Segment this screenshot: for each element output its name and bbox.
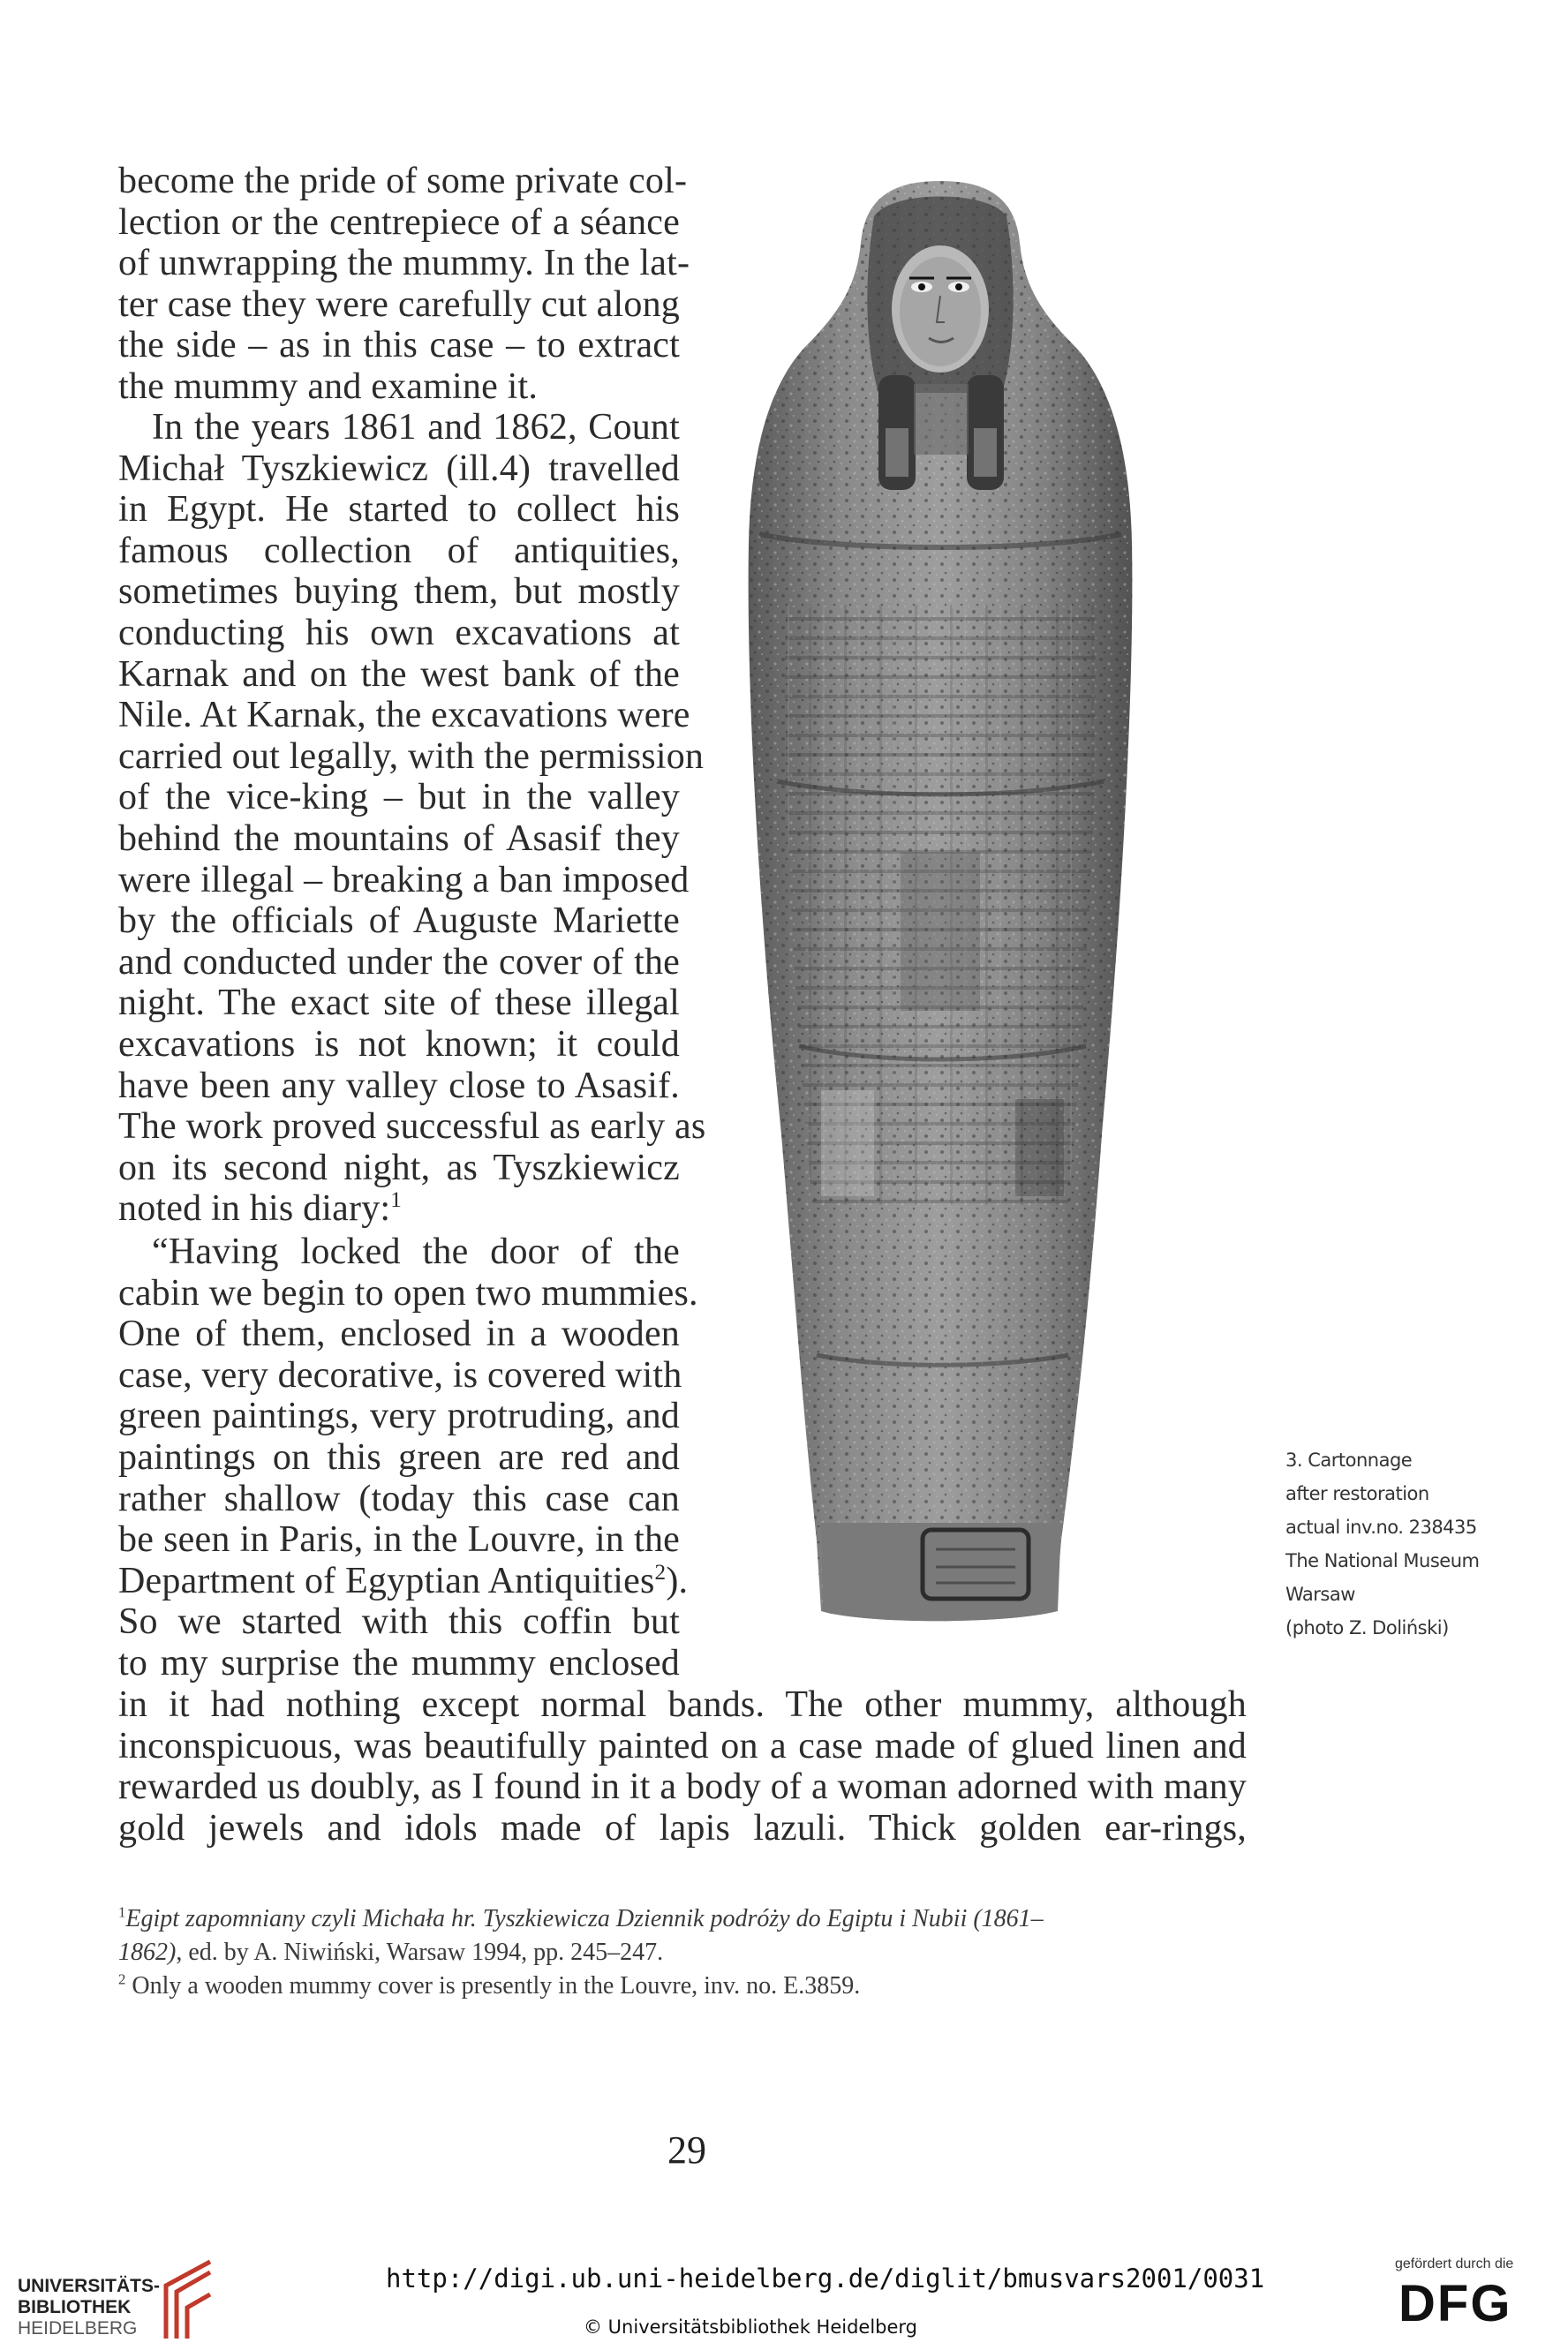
dfg-funded-label: gefördert durch die [1395, 2256, 1514, 2271]
footnote-text: , ed. by A. Niwiński, Warsaw 1994, pp. 245–247. [176, 1939, 664, 1966]
footnote-1-cont [118, 1936, 1266, 1970]
text-line: So we started with this coffin but [118, 1601, 680, 1643]
text-line: and conducted under the cover of the [118, 941, 680, 983]
text-line: The work proved successful as early as [118, 1106, 706, 1148]
text-fragment: Department of Egyptian Antiquities [118, 1560, 655, 1601]
caption-line: 3. Cartonnage [1285, 1450, 1413, 1471]
caption-line: actual inv.no. 238435 [1285, 1517, 1477, 1538]
text-line: Karnak and on the west bank of the [118, 653, 680, 695]
text-line: to my surprise the mummy enclosed [118, 1642, 680, 1683]
text-line: One of them, enclosed in a wooden [118, 1314, 680, 1355]
footnote-title: Egipt zapomniany czyli Michała hr. Tyszkiewicza Dziennik podróży do Egiptu i Nubii (1861– [125, 1905, 1044, 1932]
text-line: night. The exact site of these illegal [118, 983, 680, 1024]
text-line: of unwrapping the mummy. In the lat- [118, 243, 690, 284]
text-line: In the years 1861 and 1862, Count [152, 407, 680, 448]
footnotes [118, 1902, 1266, 2003]
text-line: by the officials of Auguste Mariette [118, 900, 680, 942]
text-fragment: noted in his diary: [118, 1188, 391, 1230]
text-line: sometimes buying them, but mostly [118, 571, 680, 613]
text-line: be seen in Paris, in the Louvre, in the [118, 1519, 680, 1561]
footnote-reference[interactable]: 2 [654, 1560, 667, 1585]
footnote-title: 1862) [118, 1939, 177, 1966]
text-line: carried out legally, with the permission [118, 735, 705, 777]
paragraph-quote [118, 1231, 698, 1684]
text-line [118, 1560, 689, 1602]
ub-heidelberg-logo-text [18, 2276, 160, 2339]
text-line: on its second night, as Tyszkiewicz [118, 1147, 680, 1188]
permalink-url[interactable]: http://digi.ub.uni-heidelberg.de/diglit/bmusvars2001/0031 [386, 2263, 1265, 2294]
text-line: famous collection of antiquities, [118, 530, 680, 571]
footnote-1 [118, 1902, 1266, 1936]
caption-line: Warsaw [1285, 1584, 1355, 1605]
ub-heidelberg-logo-icon[interactable] [157, 2255, 219, 2343]
text-line: the mummy and examine it. [118, 365, 539, 407]
text-line: conducting his own excavations at [118, 612, 680, 653]
footer-bar [0, 2242, 1568, 2350]
text-line: paintings on this green are red and [118, 1436, 680, 1478]
text-line: ter case they were carefully cut along [118, 283, 680, 325]
logo-line: BIBLIOTHEK [18, 2297, 132, 2317]
text-line: in Egypt. He started to collect his [118, 489, 680, 531]
paragraph-middle [118, 407, 706, 1230]
text-line: green paintings, very protruding, and [118, 1396, 680, 1437]
copyright-text: © Universitätsbibliothek Heidelberg [584, 2316, 918, 2338]
dfg-logo[interactable]: DFG [1398, 2275, 1512, 2332]
text-line: Nile. At Karnak, the excavations were [118, 695, 690, 736]
text-fragment: ). [666, 1560, 689, 1601]
footnote-number: 1 [118, 1903, 126, 1921]
text-line: Michał Tyszkiewicz (ill.4) travelled [118, 448, 680, 489]
footnote-reference[interactable]: 1 [390, 1188, 403, 1213]
text-line: have been any valley close to Asasif. [118, 1065, 680, 1106]
figure-caption [1285, 1443, 1480, 1645]
paragraph-top [118, 161, 690, 408]
caption-line: after restoration [1285, 1483, 1429, 1504]
text-line: the side – as in this case – to extract [118, 325, 680, 366]
text-line: become the pride of some private col- [118, 161, 688, 201]
footnote-number: 2 [118, 1970, 126, 1988]
logo-line: UNIVERSITÄTS- [18, 2276, 161, 2296]
text-line: gold jewels and idols made of lapis lazuli. Thick golden ear-rings, [118, 1807, 1247, 1849]
text-line: case, very decorative, is covered with [118, 1354, 682, 1396]
text-line: of the vice-king – but in the valley [118, 777, 680, 818]
caption-line: (photo Z. Doliński) [1285, 1617, 1449, 1638]
text-line: rewarded us doubly, as I found in it a body of a woman adorned with many [118, 1766, 1247, 1808]
text-line: lection or the centrepiece of a séance [118, 201, 680, 243]
text-line [118, 1188, 680, 1230]
text-line: inconspicuous, was beautifully painted on a case made of glued linen and [118, 1725, 1247, 1766]
footnote-2 [118, 1970, 1266, 2003]
text-line: rather shallow (today this case can [118, 1478, 680, 1519]
text-line: were illegal – breaking a ban imposed [118, 859, 690, 900]
text-line: behind the mountains of Asasif they [118, 817, 680, 859]
text-line: in it had nothing except normal bands. The other mummy, although [118, 1684, 1247, 1725]
text-line: “Having locked the door of the [152, 1231, 680, 1272]
logo-line: HEIDELBERG [18, 2318, 138, 2339]
footnote-text: Only a wooden mummy cover is presently in the Louvre, inv. no. E.3859. [132, 1972, 861, 2000]
paragraph-wide [118, 1684, 1247, 1849]
text-line: excavations is not known; it could [118, 1023, 680, 1065]
caption-line: The National Museum [1285, 1550, 1480, 1571]
text-line: cabin we begin to open two mummies. [118, 1272, 698, 1314]
page-number: 29 [667, 2128, 706, 2172]
mummy-case-image [733, 163, 1148, 1638]
cartonnage-photo [733, 163, 1148, 1638]
